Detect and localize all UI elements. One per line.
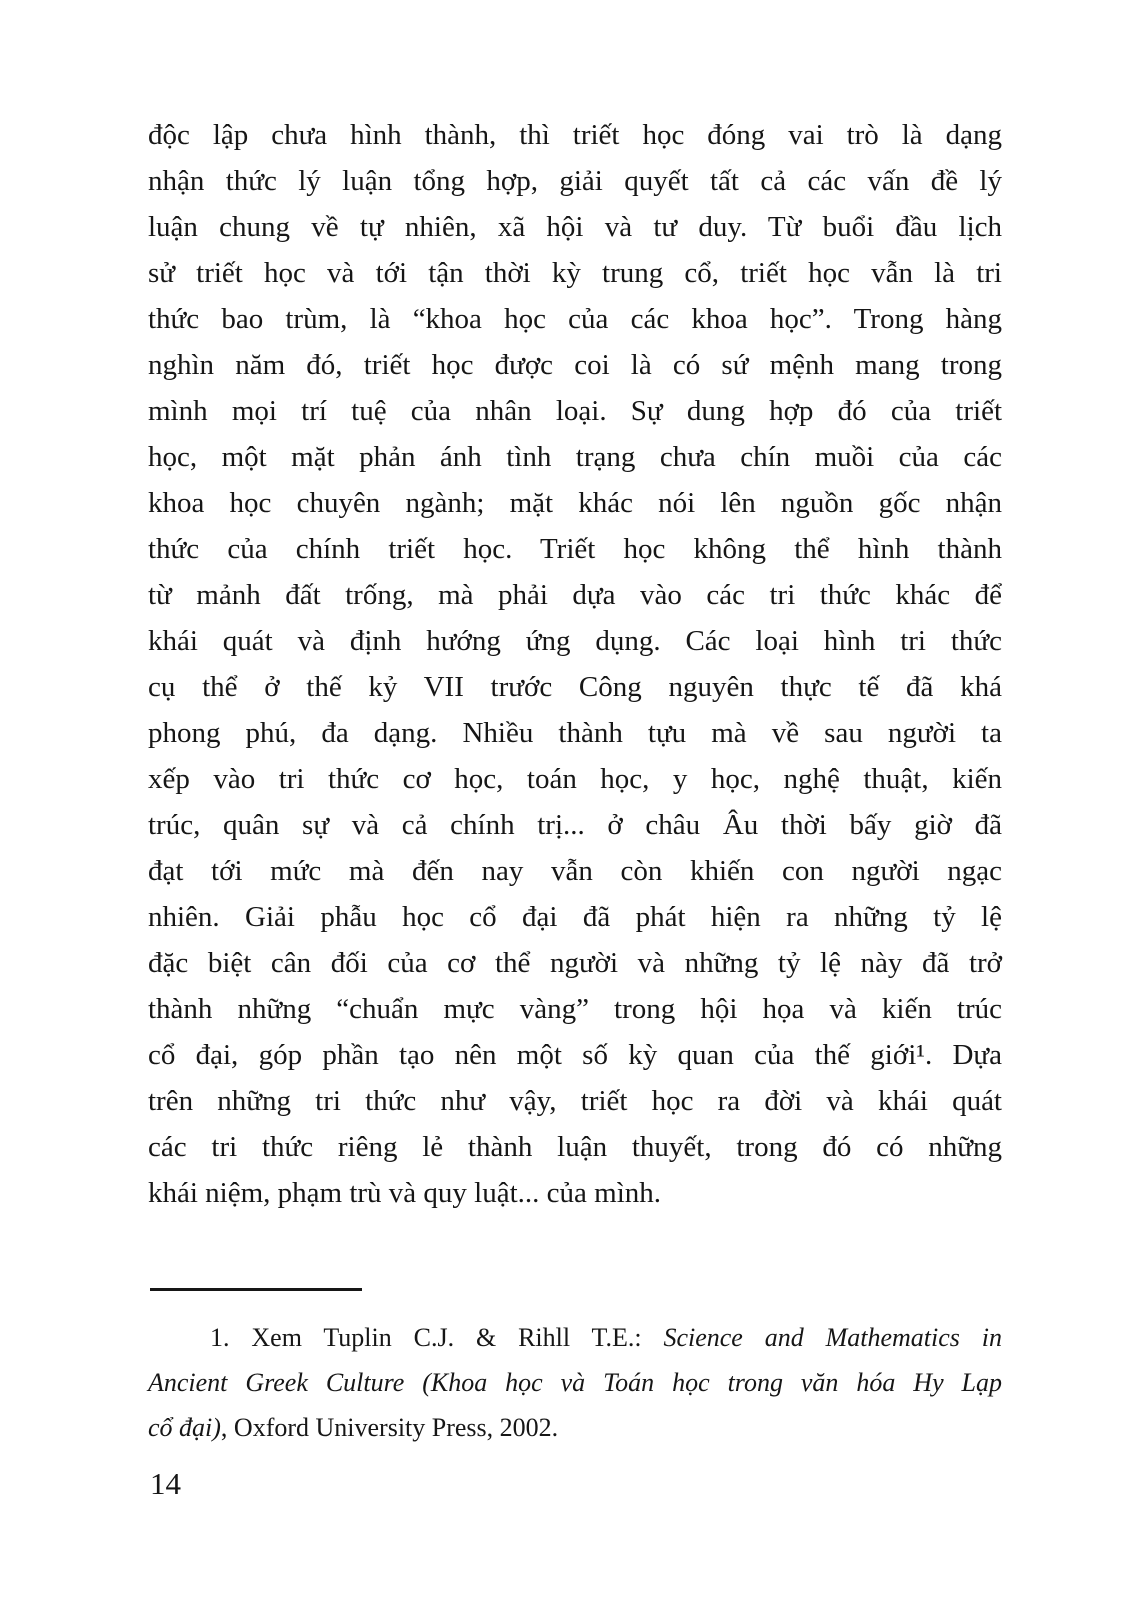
body-text-line: nhiên. Giải phẫu học cổ đại đã phát hiện ra những tỷ lệ bbox=[148, 901, 1002, 933]
body-text-line: thức bao trùm, là “khoa học của các khoa học”. Trong hàng bbox=[148, 303, 1002, 335]
body-text-line: xếp vào tri thức cơ học, toán học, y học, nghệ thuật, kiến bbox=[148, 763, 1002, 795]
body-text-line: cổ đại, góp phần tạo nên một số kỳ quan của thế giới¹. Dựa bbox=[148, 1039, 1002, 1071]
footnote bbox=[148, 1288, 1002, 1450]
page-number: 14 bbox=[150, 1466, 181, 1501]
body-text-line: nhận thức lý luận tổng hợp, giải quyết tất cả các vấn đề lý bbox=[148, 165, 1002, 197]
body-text-line: trên những tri thức như vậy, triết học ra đời và khái quát bbox=[148, 1085, 1002, 1117]
body-text-line: độc lập chưa hình thành, thì triết học đóng vai trò là dạng bbox=[148, 119, 1002, 151]
body-text-line: các tri thức riêng lẻ thành luận thuyết, trong đó có những bbox=[148, 1131, 1002, 1163]
footnote-citation-italic: cổ đại) bbox=[148, 1413, 221, 1442]
body-text bbox=[148, 112, 1002, 1216]
body-text-line: khái niệm, phạm trù và quy luật... của mình. bbox=[148, 1177, 662, 1209]
body-text-line: khoa học chuyên ngành; mặt khác nói lên nguồn gốc nhận bbox=[148, 487, 1002, 519]
body-text-line: sử triết học và tới tận thời kỳ trung cổ, triết học vẫn là tri bbox=[148, 257, 1002, 289]
body-text-line: học, một mặt phản ánh tình trạng chưa chín muồi của các bbox=[148, 441, 1002, 473]
body-text-line: đặc biệt cân đối của cơ thể người và những tỷ lệ này đã trở bbox=[148, 947, 1002, 979]
body-text-line: mình mọi trí tuệ của nhân loại. Sự dung hợp đó của triết bbox=[148, 395, 1002, 427]
body-text-line: thức của chính triết học. Triết học không thể hình thành bbox=[148, 533, 1002, 565]
body-text-line: cụ thể ở thế kỷ VII trước Công nguyên thực tế đã khá bbox=[148, 671, 1002, 703]
footnote-citation-italic: Ancient Greek Culture (Khoa học và Toán học trong văn hóa Hy Lạp bbox=[148, 1368, 1002, 1397]
body-text-line: nghìn năm đó, triết học được coi là có sứ mệnh mang trong bbox=[148, 349, 1002, 381]
body-text-line: trúc, quân sự và cả chính trị... ở châu Âu thời bấy giờ đã bbox=[148, 809, 1002, 841]
body-text-line: khái quát và định hướng ứng dụng. Các loại hình tri thức bbox=[148, 625, 1002, 657]
body-text-line: thành những “chuẩn mực vàng” trong hội họa và kiến trúc bbox=[148, 993, 1002, 1025]
body-text-line: luận chung về tự nhiên, xã hội và tư duy. Từ buổi đầu lịch bbox=[148, 211, 1002, 243]
body-text-line: từ mảnh đất trống, mà phải dựa vào các tri thức khác để bbox=[148, 579, 1002, 611]
footnote-citation-roman: , Oxford University Press, 2002. bbox=[220, 1413, 559, 1442]
footnote-line bbox=[148, 1360, 1002, 1405]
body-text-line: phong phú, đa dạng. Nhiều thành tựu mà về sau người ta bbox=[148, 717, 1002, 749]
footnote-divider bbox=[150, 1288, 362, 1291]
footnote-line bbox=[148, 1405, 1002, 1450]
body-text-line: đạt tới mức mà đến nay vẫn còn khiến con người ngạc bbox=[148, 855, 1002, 887]
footnote-line bbox=[148, 1315, 1002, 1360]
footnote-citation-italic: Science and Mathematics in bbox=[663, 1323, 1003, 1352]
footnote-citation-roman: 1. Xem Tuplin C.J. & Rihll T.E.: bbox=[210, 1323, 642, 1352]
